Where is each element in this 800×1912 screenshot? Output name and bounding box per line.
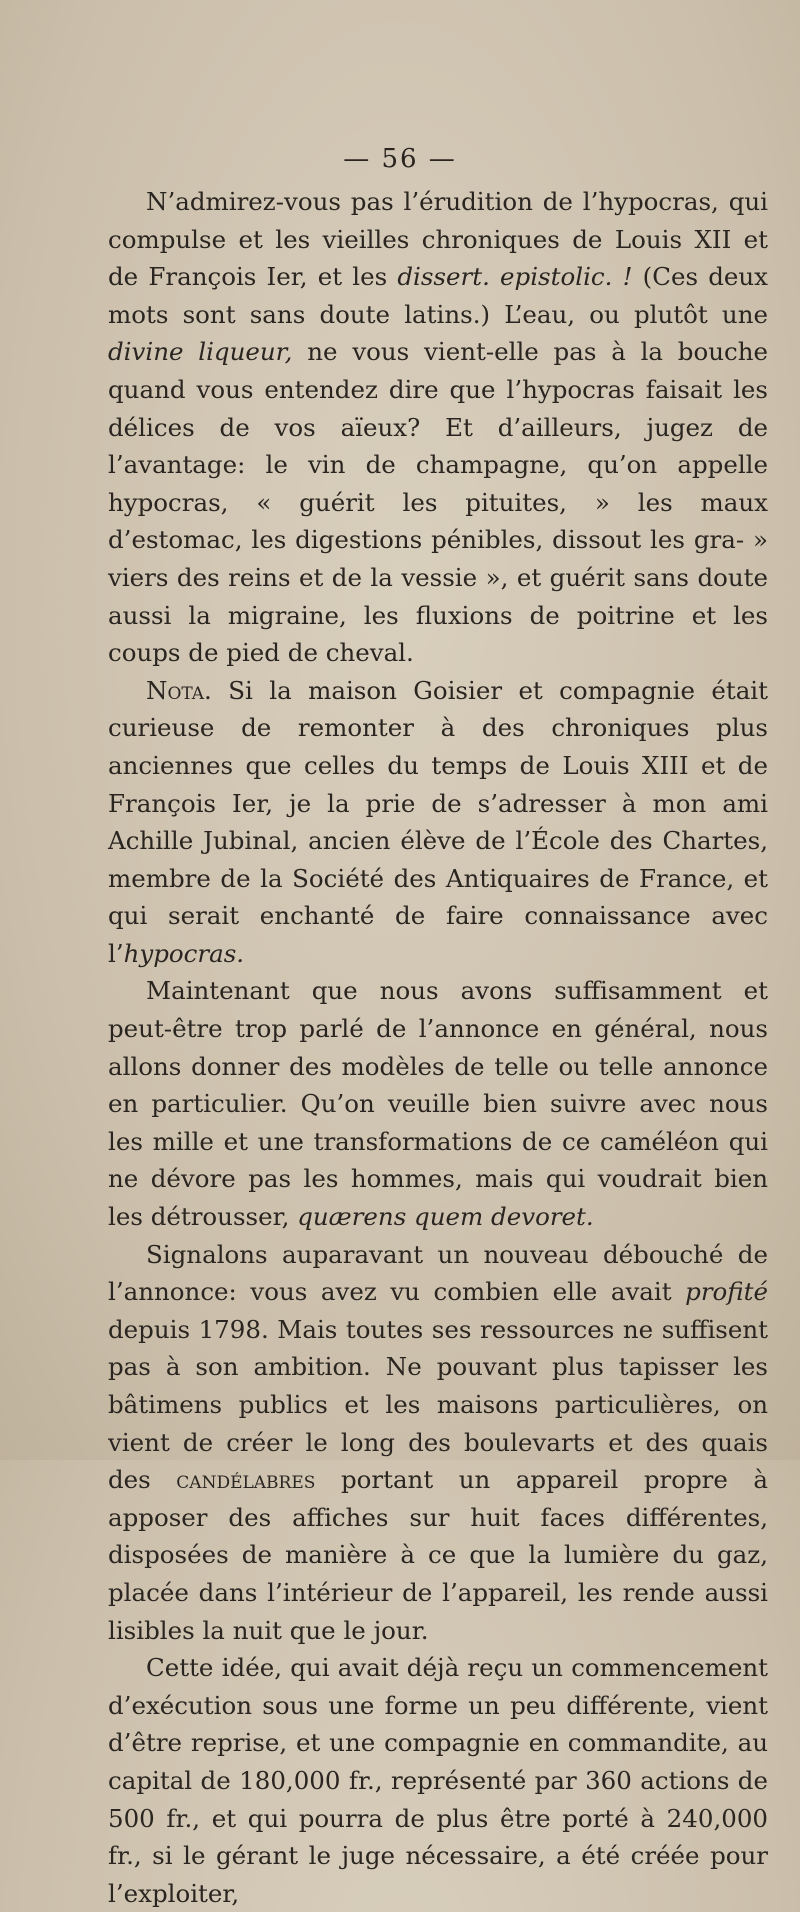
text-run: profité: [685, 1277, 768, 1307]
text-run: Signalons auparavant un nouveau débouché de l’annonce: vous avez vu combien elle avait: [108, 1239, 768, 1307]
text-run: N’admirez-vous pas l’érudition de l’hypocras, qui compulse et les vieilles chroniques de Louis XII et de François Ier, et les: [108, 187, 768, 292]
text-run: depuis 1798. Mais toutes ses ressources ne suffisent pas à son ambition. Ne pouvant plus tapisser les bâtimens publics et les maisons particulières, on vient de créer le long des boulevarts et des quais des: [108, 1314, 768, 1495]
text-run: dissert. epistolic. !: [397, 262, 633, 292]
text-run: (Ces deux mots sont sans doute latins.) L’eau, ou plutôt une: [108, 262, 768, 329]
paragraph-annonce: [108, 972, 768, 1235]
text-run: Cette idée, qui avait déjà reçu un commencement d’exécution sous une forme un peu différente, vient d’être reprise, et une compagnie en commandite, au capital de 180,000 fr., représenté par 360 actions de 500 fr., et qui pourra de plus être porté à 240,000 fr., si le gérant le juge nécessaire, a été créée pour l’exploiter,: [108, 1653, 768, 1908]
text-run: portant un appareil propre à apposer des affiches sur huit faces différentes, disposées de manière à ce que la lumière du gaz, placée dans l’intérieur de l’appareil, les rende aussi lisibles la nuit que le jour.: [108, 1465, 768, 1645]
page-body: [108, 183, 768, 1912]
text-run: hypocras.: [123, 938, 245, 968]
text-run: quærens quem devoret.: [297, 1202, 594, 1232]
text-run: Si la maison Goisier et compagnie était curieuse de remonter à des chroniques plus anciennes que celles du temps de Louis XIII et de François Ier, je la prie de s’adresser à mon ami Achille Jubinal, ancien élève de l’École des Chartes, membre de la Société des Antiquaires de France, et qui serait enchanté de faire connaissance avec l’: [108, 675, 768, 968]
page-number: — 56 —: [343, 144, 457, 174]
paragraph-compagnie: [108, 1649, 768, 1912]
text-run: candélabres: [176, 1465, 316, 1495]
paragraph-hypocras: [108, 183, 768, 672]
text-run: divine liqueur,: [108, 337, 293, 367]
paragraph-candelabres: [108, 1236, 768, 1650]
text-run: ne vous vient-elle pas à la bouche quand vous entendez dire que l’hypocras faisait les délices de vos aïeux? Et d’ailleurs, jugez de l’avantage: le vin de champagne, qu’on appelle hypocras, « guérit les pituites, » les maux d’estomac, les digestions pénibles, dissout les gra- » viers des reins et de la vessie », et guérit sans doute aussi la migraine, les fluxions de poitrine et les coups de pied de cheval.: [108, 337, 769, 668]
text-run: Maintenant que nous avons suffisamment et peut-être trop parlé de l’annonce en général, nous allons donner des modèles de telle ou telle annonce en particulier. Qu’on veuille bien suivre avec nous les mille et une transformations de ce caméléon qui ne dévore pas les hommes, mais qui voudrait bien les détrousser,: [108, 976, 768, 1232]
nota-label: Nota.: [146, 675, 212, 705]
paragraph-nota: [108, 672, 768, 973]
